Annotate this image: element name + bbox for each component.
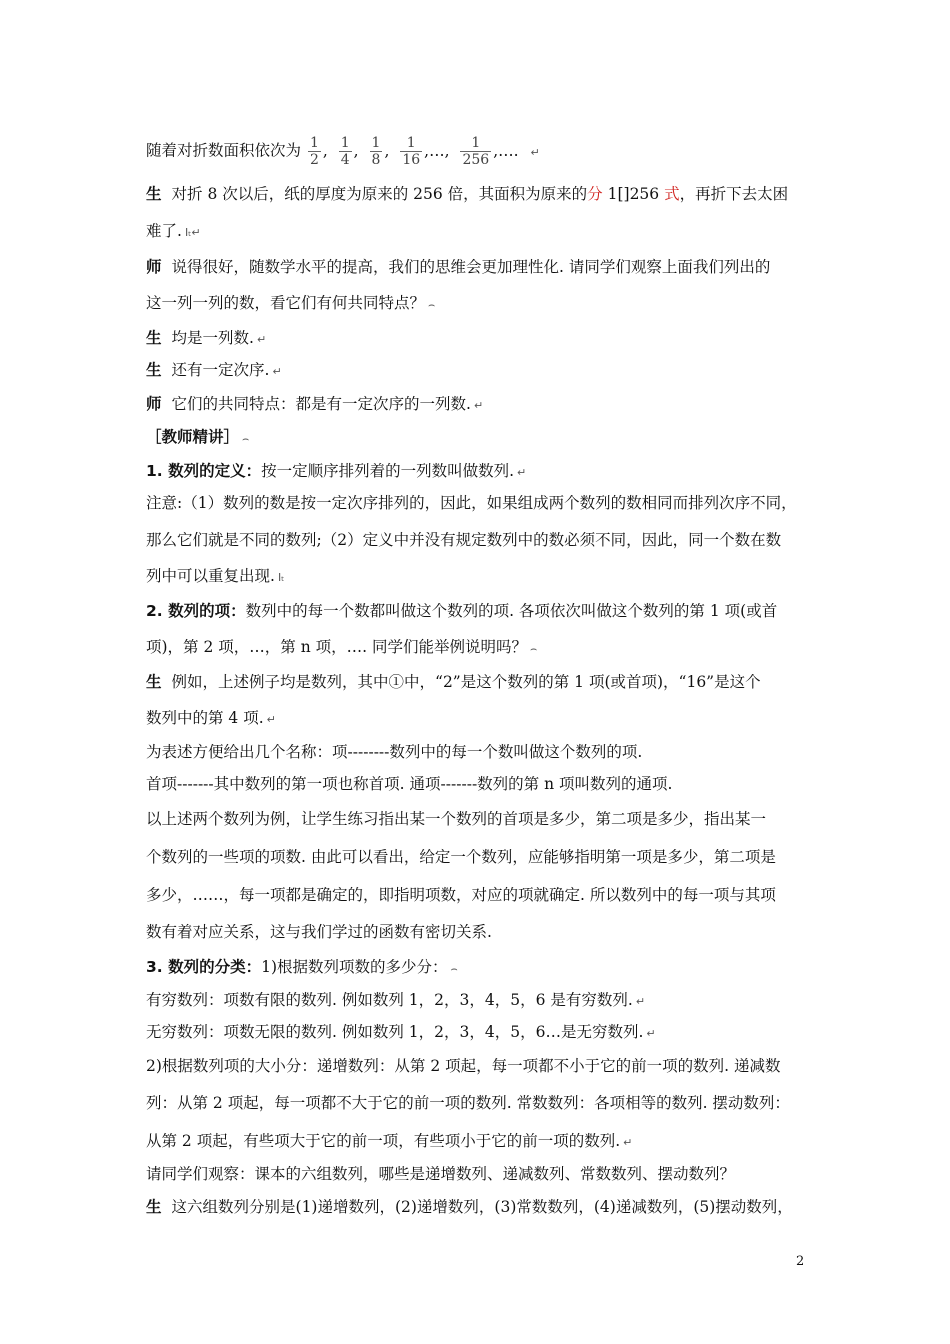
paragraph-line <box>146 327 832 351</box>
fraction-4 <box>400 135 422 168</box>
paragraph-line <box>146 1163 832 1185</box>
red-text: 式 <box>664 185 680 203</box>
text-span: , <box>384 141 390 160</box>
term-heading: 3. 数列的分类： <box>146 958 262 976</box>
paragraph-line <box>146 492 832 514</box>
text-span: 列中可以重复出现. <box>146 567 275 585</box>
speaker-label: 师 <box>146 395 162 413</box>
text-span: ,…, <box>424 141 450 160</box>
paragraph-line <box>146 529 832 551</box>
section-heading <box>146 426 832 450</box>
fraction-3 <box>370 135 383 168</box>
paragraph-line <box>146 808 832 830</box>
text-span: 256 <box>462 152 490 168</box>
paragraph-line <box>146 884 832 906</box>
speaker-label: 生 <box>146 673 162 691</box>
text-span: 难了. <box>146 222 182 240</box>
text-span: 1[]256 <box>602 185 665 203</box>
paragraph-line <box>146 292 832 316</box>
paragraph-line <box>146 600 832 622</box>
text-span: , <box>353 141 359 160</box>
speaker-label: 师 <box>146 258 162 276</box>
text-span: 它们的共同特点：都是有一定次序的一列数. <box>171 395 471 413</box>
fraction-5 <box>460 135 491 168</box>
text-span: 列：从第 2 项起，每一项都不大于它的前一项的数列. 常数数列：各项相等的数列. 摆动数列： <box>146 1094 790 1112</box>
return-mark: ↵ <box>530 145 540 159</box>
paragraph-line <box>146 1196 832 1218</box>
paragraph-line <box>146 359 832 383</box>
intro-line <box>146 135 832 168</box>
return-mark: ↵ <box>623 1136 633 1149</box>
text-span: 1)根据数列项数的多少分： <box>261 958 448 976</box>
text-span: 4 <box>340 152 350 168</box>
text-span: , <box>322 141 328 160</box>
text-span: 这一列一列的数，看它们有何共同特点？ <box>146 294 426 312</box>
paragraph-line <box>146 636 832 660</box>
paragraph-line <box>146 393 832 417</box>
text-span: ，再折下去太困 <box>679 185 789 203</box>
text-span: ［教师精讲］ <box>146 428 240 446</box>
text-span: 数列中的第 4 项. <box>146 709 264 727</box>
paragraph-line <box>146 741 832 763</box>
text-span: 从第 2 项起，有些项大于它的前一项，有些项小于它的前一项的数列. <box>146 1132 621 1150</box>
paragraph-line <box>146 1092 832 1114</box>
speaker-label: 生 <box>146 1198 162 1216</box>
paragraph-line <box>146 846 832 868</box>
return-mark: ⌢ <box>450 962 458 975</box>
text-span: 对折 8 次以后，纸的厚度为原来的 256 倍，其面积为原来的 <box>171 185 588 203</box>
text-span: 数列中的每一个数都叫做这个数列的项. 各项依次叫做这个数列的第 1 项(或首 <box>245 602 778 620</box>
fraction-2 <box>339 135 352 168</box>
return-mark: Iₜ↵ <box>184 226 201 239</box>
return-mark: ↵ <box>517 466 527 479</box>
return-mark: ⌢ <box>242 432 250 445</box>
text-span: 1 <box>371 135 381 151</box>
speaker-label: 生 <box>146 361 162 379</box>
text-span: 有穷数列：项数有限的数列. 例如数列 1，2，3，4，5，6 是有穷数列. <box>146 991 633 1009</box>
text-span: ,…. <box>493 141 519 160</box>
paragraph-line <box>146 773 832 795</box>
return-mark: ⌢ <box>529 642 538 655</box>
text-span: 均是一列数. <box>171 329 254 347</box>
text-span: 以上述两个数列为例，让学生练习指出某一个数列的首项是多少，第二项是多少，指出某一 <box>146 810 767 828</box>
paragraph-line <box>146 460 832 484</box>
paragraph-line <box>146 921 832 943</box>
paragraph-line <box>146 707 832 731</box>
text-span: 请同学们观察：课本的六组数列，哪些是递增数列、递减数列、常数数列、摆动数列？ <box>146 1165 736 1183</box>
paragraph-line <box>146 1130 832 1154</box>
return-mark: ↵ <box>266 713 276 726</box>
red-text: 分 <box>587 185 603 203</box>
text-span: 项)，第 2 项，…，第 n 项，…. 同学们能举例说明吗？ <box>146 638 527 656</box>
term-heading: 2. 数列的项： <box>146 602 246 620</box>
return-mark: ↵ <box>256 333 267 346</box>
paragraph-line <box>146 183 832 205</box>
text-span: 个数列的一些项的项数. 由此可以看出，给定一个数列，应能够指明第一项是多少，第二项是 <box>146 848 776 866</box>
intro-text: 随着对折数面积依次为 <box>146 141 302 160</box>
text-span: 无穷数列：项数无限的数列. 例如数列 1，2，3，4，5，6…是无穷数列. <box>146 1023 644 1041</box>
speaker-label: 生 <box>146 329 162 347</box>
paragraph-line <box>146 1055 832 1077</box>
text-span: 2)根据数列项的大小分：递增数列：从第 2 项起，每一项都不小于它的前一项的数列. 递减数 <box>146 1057 781 1075</box>
text-span: 这六组数列分别是(1)递增数列，(2)递增数列，(3)常数数列，(4)递减数列，(5)摆动数列， <box>171 1198 793 1216</box>
speaker-label: 生 <box>146 185 162 203</box>
return-mark: ↵ <box>272 365 282 378</box>
text-span: 例如，上述例子均是数列，其中①中，“2”是这个数列的第 1 项(或首项)，“16”是这个 <box>171 673 761 691</box>
text-span: 注意:（1）数列的数是按一定次序排列的，因此，如果组成两个数列的数相同而排列次序不同， <box>146 494 797 512</box>
term-heading: 1. 数列的定义： <box>146 462 262 480</box>
text-span: 1 <box>460 135 491 152</box>
paragraph-line <box>146 256 832 278</box>
paragraph-line <box>146 220 832 244</box>
text-span: 说得很好，随数学水平的提高，我们的思维会更加理性化. 请同学们观察上面我们列出的 <box>171 258 771 276</box>
text-span: 还有一定次序. <box>171 361 270 379</box>
text-span: 那么它们就是不同的数列;（2）定义中并没有规定数列中的数必须不同，因此，同一个数在数 <box>146 531 782 549</box>
text-span: 8 <box>371 152 381 168</box>
text-span: 2 <box>309 152 319 168</box>
return-mark: ↵ <box>646 1027 656 1040</box>
return-mark: ↵ <box>473 399 484 412</box>
page-number: 2 <box>796 1254 805 1269</box>
text-span: 按一定顺序排列着的一列数叫做数列. <box>261 462 515 480</box>
paragraph-line <box>146 989 832 1013</box>
text-span: 数有着对应关系，这与我们学过的函数有密切关系. <box>146 923 492 941</box>
text-span: 首项-------其中数列的第一项也称首项. 通项-------数列的第 n 项叫数列的通项. <box>146 775 673 793</box>
paragraph-line <box>146 565 832 589</box>
text-span: 1 <box>340 135 350 151</box>
paragraph-line <box>146 671 832 693</box>
text-span: 1 <box>309 135 319 151</box>
text-span: 多少，……，每一项都是确定的，即指明项数，对应的项就确定. 所以数列中的每一项与其项 <box>146 886 776 904</box>
return-mark: ⌢ <box>428 298 436 311</box>
text-span: 16 <box>402 152 421 168</box>
text-span: 1 <box>400 135 422 152</box>
paragraph-line <box>146 1021 832 1045</box>
fraction-1 <box>308 135 321 168</box>
paragraph-line <box>146 956 832 980</box>
text-span: 为表述方便给出几个名称：项--------数列中的每一个数叫做这个数列的项. <box>146 743 643 761</box>
return-mark: Iₜ <box>277 571 285 584</box>
return-mark: ↵ <box>635 995 646 1008</box>
